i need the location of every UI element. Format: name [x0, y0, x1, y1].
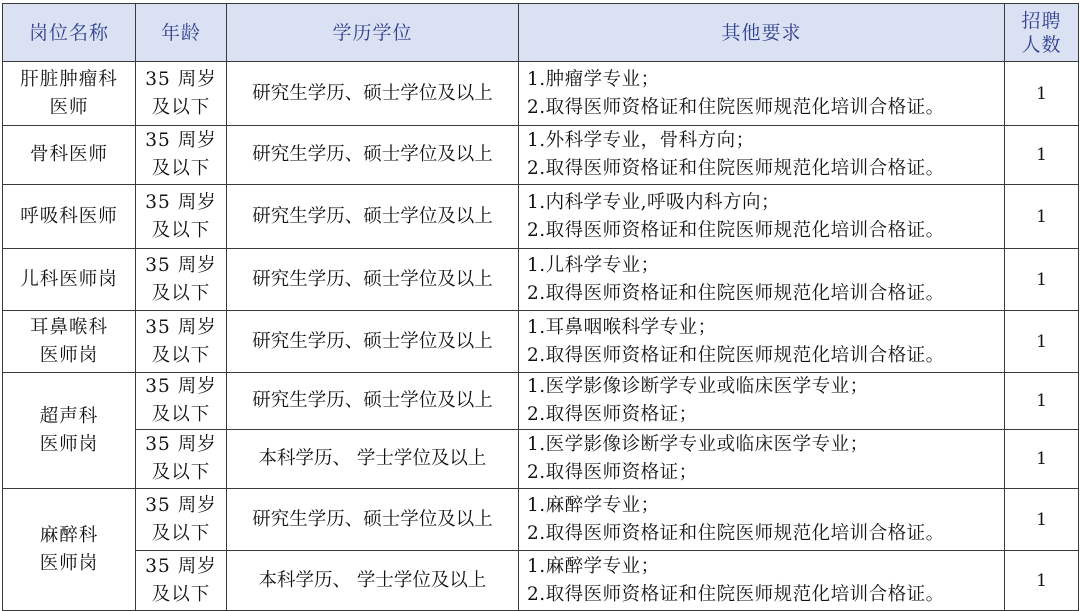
age-limit: 及以下 — [151, 522, 211, 544]
requirement-line: 1.麻醉学专业； — [527, 494, 660, 516]
age-limit: 及以下 — [151, 583, 211, 605]
header-row — [3, 4, 1079, 62]
education-cell: 研究生学历、硕士学位及以上 — [227, 62, 519, 126]
position-cell — [3, 62, 136, 126]
requirements-cell — [519, 62, 1005, 126]
age-limit: 35 周岁 — [145, 555, 217, 577]
table-row — [3, 62, 1079, 126]
requirement-line: 1.肿瘤学专业； — [527, 68, 660, 90]
requirements-cell — [519, 311, 1005, 373]
age-limit: 及以下 — [151, 404, 211, 425]
requirements-cell — [519, 373, 1005, 430]
age-limit: 35 周岁 — [145, 130, 217, 151]
age-limit: 35 周岁 — [145, 376, 217, 397]
age-cell — [136, 373, 227, 430]
position-name: 骨科医师 — [29, 144, 108, 165]
requirement-line: 1.内科学专业,呼吸内科方向； — [527, 191, 781, 213]
education-cell: 研究生学历、硕士学位及以上 — [227, 249, 519, 311]
header-count-line1: 招聘 — [1021, 9, 1062, 32]
requirements-cell — [519, 185, 1005, 249]
requirement-line: 2.取得医师资格证和住院医师规范化培训合格证。 — [527, 344, 945, 366]
age-limit: 35 周岁 — [145, 316, 217, 338]
age-cell — [136, 185, 227, 249]
education-cell: 本科学历、 学士学位及以上 — [227, 430, 519, 489]
position-cell — [3, 373, 136, 489]
header-age: 年龄 — [136, 4, 227, 62]
position-cell — [3, 185, 136, 249]
age-cell — [136, 249, 227, 311]
position-cell — [3, 311, 136, 373]
age-limit: 35 周岁 — [145, 494, 217, 516]
requirement-line: 1.麻醉学专业； — [527, 555, 660, 577]
requirement-line: 2.取得医师资格证； — [527, 404, 698, 425]
table-row — [3, 551, 1079, 611]
position-cell — [3, 489, 136, 611]
position-name: 耳鼻喉科 — [29, 316, 108, 338]
requirement-line: 2.取得医师资格证和住院医师规范化培训合格证。 — [527, 522, 945, 544]
age-limit: 及以下 — [151, 462, 211, 483]
table-row — [3, 373, 1079, 430]
position-name: 呼吸科医师 — [20, 205, 118, 227]
count-cell: 1 — [1005, 126, 1079, 185]
requirement-line: 2.取得医师资格证和住院医师规范化培训合格证。 — [527, 96, 945, 118]
position-name: 医师岗 — [39, 433, 99, 455]
education-cell: 研究生学历、硕士学位及以上 — [227, 373, 519, 430]
table-row — [3, 311, 1079, 373]
position-cell — [3, 126, 136, 185]
age-limit: 及以下 — [151, 344, 211, 366]
requirements-cell — [519, 489, 1005, 551]
count-cell: 1 — [1005, 489, 1079, 551]
age-cell — [136, 126, 227, 185]
position-name: 儿科医师岗 — [20, 268, 118, 290]
age-limit: 35 周岁 — [145, 68, 217, 90]
age-limit: 及以下 — [151, 219, 211, 241]
education-cell: 研究生学历、硕士学位及以上 — [227, 185, 519, 249]
age-limit: 及以下 — [151, 158, 211, 179]
requirements-cell — [519, 126, 1005, 185]
table-row — [3, 185, 1079, 249]
age-cell — [136, 62, 227, 126]
requirement-line: 2.取得医师资格证和住院医师规范化培训合格证。 — [527, 158, 945, 179]
count-cell: 1 — [1005, 249, 1079, 311]
table-row — [3, 126, 1079, 185]
position-cell — [3, 249, 136, 311]
requirement-line: 2.取得医师资格证和住院医师规范化培训合格证。 — [527, 583, 945, 605]
count-cell: 1 — [1005, 430, 1079, 489]
header-requirements: 其他要求 — [519, 4, 1005, 62]
table-row — [3, 430, 1079, 489]
header-count — [1005, 4, 1079, 62]
requirement-line: 1.外科学专业，骨科方向； — [527, 130, 755, 151]
position-name: 麻醉科 — [39, 524, 99, 546]
age-cell — [136, 489, 227, 551]
requirement-line: 1.医学影像诊断学专业或临床医学专业； — [527, 376, 869, 397]
requirements-cell — [519, 551, 1005, 611]
requirements-cell — [519, 430, 1005, 489]
age-cell — [136, 430, 227, 489]
age-limit: 35 周岁 — [145, 254, 217, 276]
count-cell: 1 — [1005, 185, 1079, 249]
education-cell: 研究生学历、硕士学位及以上 — [227, 311, 519, 373]
header-position: 岗位名称 — [3, 4, 136, 62]
count-cell: 1 — [1005, 62, 1079, 126]
education-cell: 研究生学历、硕士学位及以上 — [227, 489, 519, 551]
education-cell: 研究生学历、硕士学位及以上 — [227, 126, 519, 185]
requirement-line: 2.取得医师资格证和住院医师规范化培训合格证。 — [527, 282, 945, 304]
age-cell — [136, 311, 227, 373]
table-row — [3, 489, 1079, 551]
age-limit: 及以下 — [151, 96, 211, 118]
age-limit: 35 周岁 — [145, 191, 217, 213]
requirement-line: 2.取得医师资格证和住院医师规范化培训合格证。 — [527, 219, 945, 241]
position-name: 医师岗 — [39, 552, 99, 574]
requirement-line: 1.儿科学专业； — [527, 254, 660, 276]
header-education: 学历学位 — [227, 4, 519, 62]
table-row — [3, 249, 1079, 311]
requirement-line: 1.医学影像诊断学专业或临床医学专业； — [527, 434, 869, 455]
count-cell: 1 — [1005, 311, 1079, 373]
position-name: 医师岗 — [39, 344, 99, 366]
position-name: 超声科 — [39, 405, 99, 427]
age-limit: 35 周岁 — [145, 434, 217, 455]
position-name: 肝脏肿瘤科 — [20, 68, 118, 90]
education-cell: 本科学历、 学士学位及以上 — [227, 551, 519, 611]
count-cell: 1 — [1005, 551, 1079, 611]
count-cell: 1 — [1005, 373, 1079, 430]
age-limit: 及以下 — [151, 282, 211, 304]
recruitment-table — [2, 3, 1079, 611]
header-count-line2: 人数 — [1021, 33, 1062, 56]
requirement-line: 2.取得医师资格证； — [527, 462, 698, 483]
age-cell — [136, 551, 227, 611]
requirement-line: 1.耳鼻咽喉科学专业； — [527, 316, 717, 338]
position-name: 医师 — [49, 96, 89, 118]
requirements-cell — [519, 249, 1005, 311]
